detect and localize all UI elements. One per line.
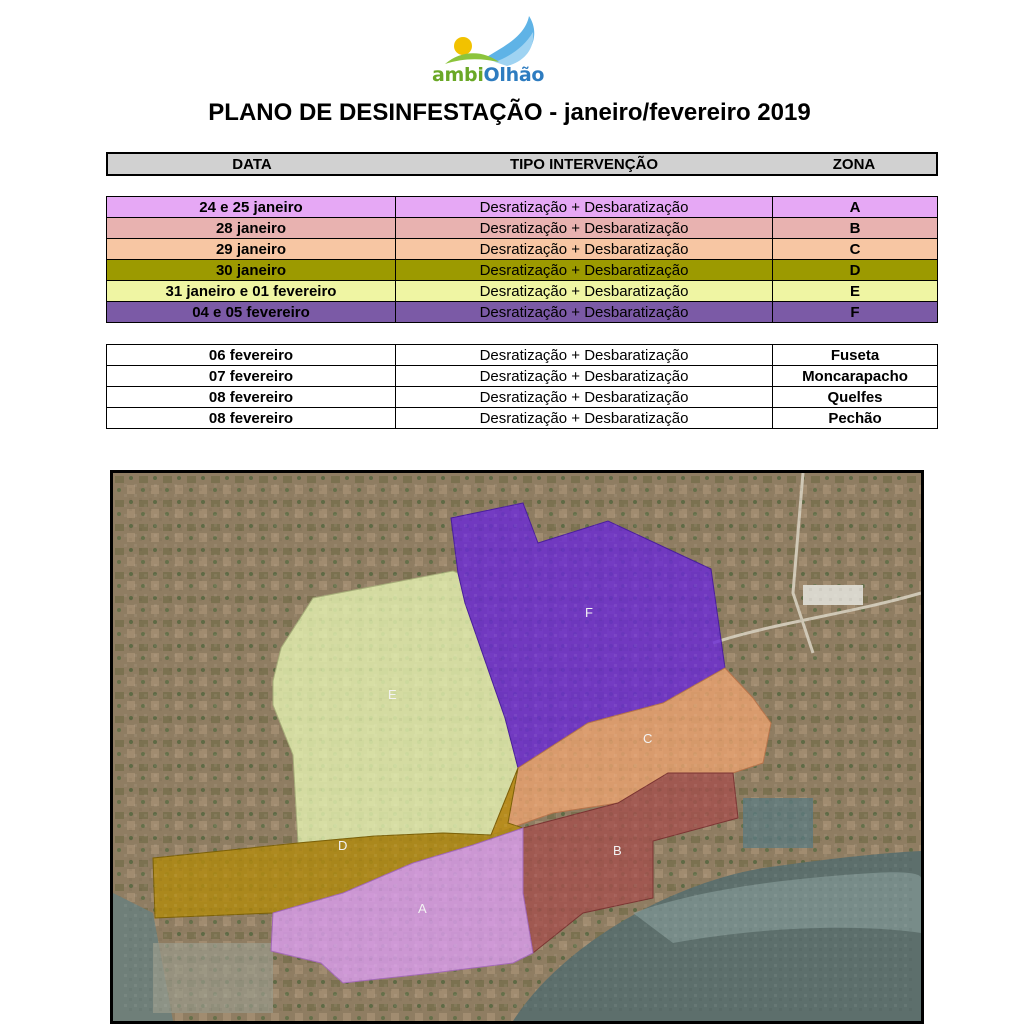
table-row [107, 408, 938, 429]
zone-c-label: C [643, 731, 653, 746]
table-row [107, 239, 938, 260]
row-tipo: Desratização + Desbaratização [396, 281, 773, 302]
row-zona: C [773, 239, 938, 260]
page-title: PLANO DE DESINFESTAÇÃO - janeiro/fevereiro 2019 [208, 99, 811, 126]
row-date: 08 fevereiro [107, 387, 396, 408]
row-zona: A [773, 197, 938, 218]
table-row [107, 366, 938, 387]
row-tipo: Desratização + Desbaratização [396, 366, 773, 387]
row-date: 31 janeiro e 01 fevereiro [107, 281, 396, 302]
logo-text-olhao: Olhão [483, 64, 545, 86]
logo-text-ambi: ambi [432, 64, 484, 86]
urban-texture [123, 483, 913, 1013]
table-row [107, 197, 938, 218]
row-zona: E [773, 281, 938, 302]
table-row [107, 260, 938, 281]
table-row [107, 218, 938, 239]
zone-f-label: F [585, 605, 593, 620]
row-tipo: Desratização + Desbaratização [396, 408, 773, 429]
row-tipo: Desratização + Desbaratização [396, 218, 773, 239]
row-date: 07 fevereiro [107, 366, 396, 387]
row-tipo: Desratização + Desbaratização [396, 260, 773, 281]
table-header [106, 152, 938, 176]
row-location: Fuseta [773, 345, 938, 366]
row-zona: D [773, 260, 938, 281]
row-date: 24 e 25 janeiro [107, 197, 396, 218]
row-date: 30 janeiro [107, 260, 396, 281]
row-date: 06 fevereiro [107, 345, 396, 366]
header-zona: ZONA [772, 153, 937, 175]
row-tipo: Desratização + Desbaratização [396, 197, 773, 218]
zone-map [110, 470, 924, 1024]
row-tipo: Desratização + Desbaratização [396, 345, 773, 366]
zones-schedule-table [106, 196, 938, 323]
row-date: 08 fevereiro [107, 408, 396, 429]
table-row [107, 345, 938, 366]
row-zona: B [773, 218, 938, 239]
header-data: DATA [107, 153, 396, 175]
row-location: Pechão [773, 408, 938, 429]
table-row [107, 387, 938, 408]
row-location: Moncarapacho [773, 366, 938, 387]
row-zona: F [773, 302, 938, 323]
row-tipo: Desratização + Desbaratização [396, 302, 773, 323]
zone-d-label: D [338, 838, 348, 853]
row-tipo: Desratização + Desbaratização [396, 239, 773, 260]
row-date: 29 janeiro [107, 239, 396, 260]
header-tipo: TIPO INTERVENÇÃO [396, 153, 772, 175]
zone-a-label: A [418, 901, 427, 916]
row-tipo: Desratização + Desbaratização [396, 387, 773, 408]
row-location: Quelfes [773, 387, 938, 408]
logo-wordmark [432, 64, 572, 86]
zone-e-label: E [388, 687, 397, 702]
zone-b-label: B [613, 843, 622, 858]
row-date: 28 janeiro [107, 218, 396, 239]
zone-map-svg [113, 473, 921, 1021]
table-row [107, 281, 938, 302]
row-date: 04 e 05 fevereiro [107, 302, 396, 323]
towns-schedule-table [106, 344, 938, 429]
table-row [107, 302, 938, 323]
